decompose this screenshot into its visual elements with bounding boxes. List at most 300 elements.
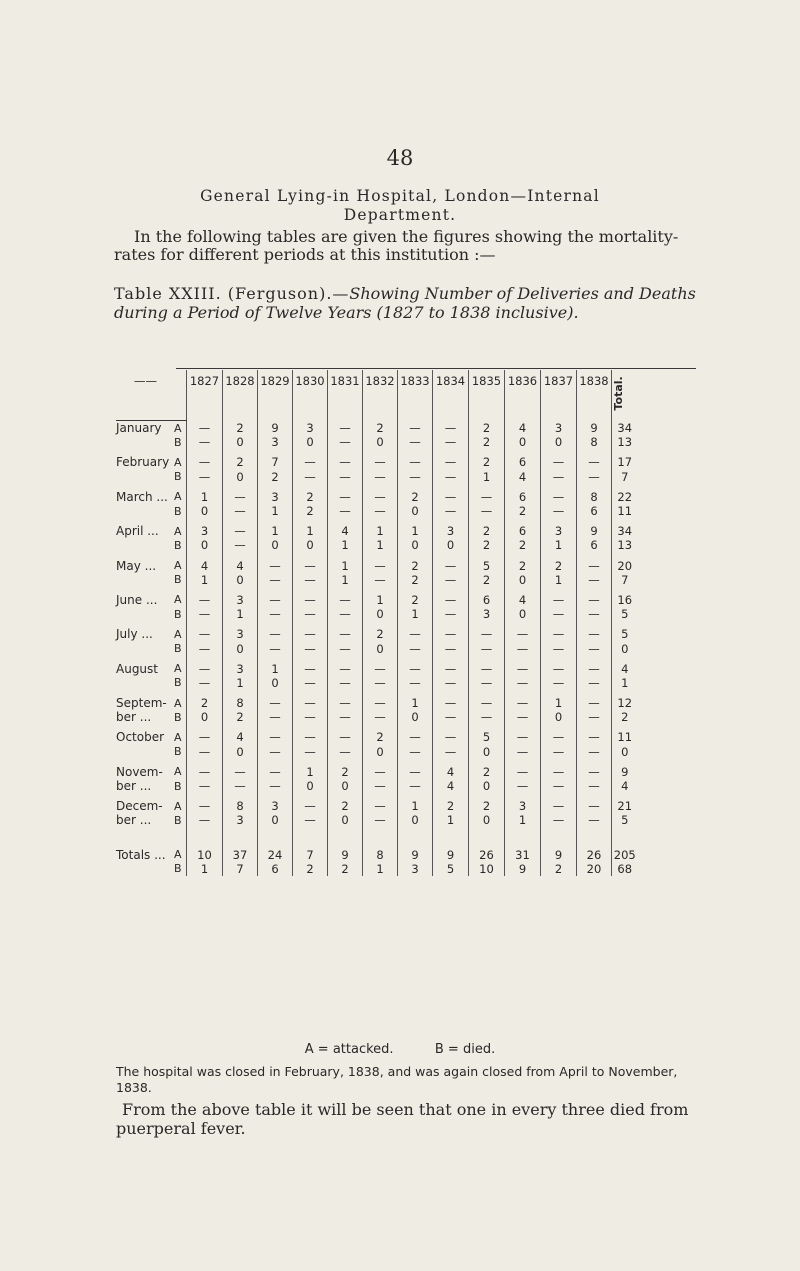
value-cell: 0	[293, 435, 328, 455]
month-label: May ...	[116, 558, 157, 573]
value-cell: 0	[469, 745, 505, 765]
value-cell: 3	[223, 813, 258, 833]
value-cell: 1	[541, 538, 577, 558]
total-cell: 13	[612, 435, 638, 455]
value-cell: 2	[398, 573, 433, 593]
table-header	[116, 370, 638, 421]
value-cell: 4	[505, 470, 541, 490]
value-cell: —	[363, 799, 398, 813]
value-cell: 5	[469, 559, 505, 573]
value-cell: 0	[398, 504, 433, 524]
value-cell: 0	[398, 813, 433, 833]
total-cell: 11	[612, 504, 638, 524]
total-cell: 21	[612, 799, 638, 813]
value-cell: 2	[433, 799, 469, 813]
value-cell: 2	[469, 435, 505, 455]
total-cell: 4	[612, 779, 638, 799]
value-cell: —	[505, 676, 541, 696]
month-label	[116, 470, 174, 490]
value-cell: 1	[541, 696, 577, 710]
value-cell: —	[293, 593, 328, 607]
value-cell: —	[433, 435, 469, 455]
value-cell: —	[577, 676, 612, 696]
value-cell: 2	[469, 538, 505, 558]
value-cell: 2	[363, 730, 398, 744]
value-cell: —	[541, 593, 577, 607]
closure-note: The hospital was closed in February, 1838, and was again closed from April to November, 1838.	[116, 1064, 678, 1095]
value-cell: —	[577, 641, 612, 661]
value-cell: —	[293, 696, 328, 710]
value-cell: —	[433, 573, 469, 593]
value-cell: 0	[293, 779, 328, 799]
value-cell: —	[577, 799, 612, 813]
value-cell: 0	[223, 573, 258, 593]
value-cell: —	[328, 421, 363, 436]
totals-row	[116, 848, 638, 862]
value-cell: —	[577, 607, 612, 627]
value-cell: —	[328, 745, 363, 765]
value-cell: 7	[293, 848, 328, 862]
year-header: 1833	[398, 370, 433, 421]
value-cell: 0	[328, 813, 363, 833]
value-cell: 1	[328, 538, 363, 558]
value-cell: —	[541, 455, 577, 469]
total-cell: 7	[612, 470, 638, 490]
value-cell: 2	[187, 696, 223, 710]
total-cell: 5	[612, 627, 638, 641]
value-cell: —	[258, 710, 293, 730]
value-cell: —	[293, 627, 328, 641]
value-cell: 2	[363, 627, 398, 641]
value-cell: 9	[505, 862, 541, 876]
value-cell: 9	[433, 848, 469, 862]
total-cell: 17	[612, 455, 638, 469]
value-cell: 1	[398, 607, 433, 627]
value-cell: —	[398, 455, 433, 469]
value-cell: 2	[541, 862, 577, 876]
value-cell: 3	[505, 799, 541, 813]
value-cell: —	[505, 745, 541, 765]
month-label: January	[116, 421, 162, 436]
conclusion-paragraph: From the above table it will be seen that one in every three died from puerperal fever.	[116, 1100, 689, 1138]
value-cell: —	[577, 573, 612, 593]
value-cell: 2	[469, 524, 505, 538]
value-cell: 1	[187, 573, 223, 593]
value-cell: 8	[223, 696, 258, 710]
value-cell: 2	[223, 421, 258, 436]
value-cell: 6	[505, 524, 541, 538]
value-cell: —	[223, 538, 258, 558]
row-type-label: B	[174, 745, 182, 759]
table-row	[116, 676, 638, 696]
value-cell: 3	[258, 435, 293, 455]
value-cell: 9	[328, 848, 363, 862]
value-cell: 0	[541, 435, 577, 455]
month-label: Novem-	[116, 764, 163, 779]
value-cell: 4	[433, 779, 469, 799]
value-cell: —	[187, 662, 223, 676]
total-cell: 11	[612, 730, 638, 744]
table-row	[116, 593, 638, 607]
value-cell: —	[433, 641, 469, 661]
row-type-label: B	[174, 862, 182, 876]
table-row	[116, 765, 638, 779]
row-type-label: A	[174, 799, 182, 813]
value-cell: 0	[223, 435, 258, 455]
value-cell: —	[293, 730, 328, 744]
value-cell: 2	[505, 559, 541, 573]
value-cell: 6	[469, 593, 505, 607]
value-cell: —	[293, 607, 328, 627]
value-cell: —	[398, 627, 433, 641]
row-type-label: B	[174, 607, 182, 621]
value-cell: 2	[363, 421, 398, 436]
value-cell: —	[223, 524, 258, 538]
value-cell: —	[363, 490, 398, 504]
value-cell: —	[469, 490, 505, 504]
month-label	[116, 504, 174, 524]
value-cell: —	[363, 813, 398, 833]
value-cell: 2	[541, 559, 577, 573]
table-row	[116, 435, 638, 455]
value-cell: —	[293, 813, 328, 833]
value-cell: —	[541, 813, 577, 833]
value-cell: —	[258, 765, 293, 779]
row-type-label: B	[174, 642, 182, 656]
value-cell: —	[258, 641, 293, 661]
value-cell: 4	[187, 559, 223, 573]
value-cell: —	[398, 470, 433, 490]
value-cell: 8	[223, 799, 258, 813]
total-cell: 7	[612, 573, 638, 593]
table-caption-description: Showing Number of Deliveries and Deaths during a Period of Twelve Years (1827 to 1838 inclusive).	[114, 284, 696, 322]
month-label: ber ...	[116, 813, 152, 828]
value-cell: —	[328, 593, 363, 607]
value-cell: —	[541, 490, 577, 504]
value-cell: 0	[223, 745, 258, 765]
month-label	[116, 435, 174, 455]
total-cell: 68	[612, 862, 638, 876]
value-cell: —	[433, 730, 469, 744]
value-cell: 1	[363, 524, 398, 538]
value-cell: —	[363, 696, 398, 710]
value-cell: 0	[187, 504, 223, 524]
value-cell: —	[469, 696, 505, 710]
value-cell: 2	[505, 538, 541, 558]
month-label	[116, 538, 174, 558]
value-cell: —	[433, 593, 469, 607]
value-cell: 0	[363, 641, 398, 661]
value-cell: —	[223, 779, 258, 799]
value-cell: 3	[469, 607, 505, 627]
total-cell: 34	[612, 524, 638, 538]
value-cell: —	[187, 421, 223, 436]
value-cell: —	[187, 730, 223, 744]
value-cell: 1	[363, 538, 398, 558]
year-header: 1828	[223, 370, 258, 421]
total-cell: 12	[612, 696, 638, 710]
value-cell: 4	[505, 593, 541, 607]
year-header: 1834	[433, 370, 469, 421]
value-cell: 4	[328, 524, 363, 538]
value-cell: 3	[541, 421, 577, 436]
value-cell: —	[187, 435, 223, 455]
value-cell: 0	[505, 573, 541, 593]
value-cell: —	[541, 641, 577, 661]
value-cell: —	[258, 696, 293, 710]
value-cell: —	[398, 745, 433, 765]
value-cell: —	[258, 779, 293, 799]
value-cell: —	[293, 641, 328, 661]
table-row	[116, 524, 638, 538]
value-cell: —	[187, 455, 223, 469]
value-cell: 0	[187, 538, 223, 558]
value-cell: —	[505, 696, 541, 710]
header-row	[116, 370, 638, 421]
row-type-label: B	[174, 435, 182, 449]
value-cell: 8	[577, 490, 612, 504]
value-cell: 6	[577, 538, 612, 558]
header-corner: ——	[116, 370, 187, 421]
value-cell: 3	[433, 524, 469, 538]
value-cell: 3	[223, 662, 258, 676]
value-cell: —	[328, 662, 363, 676]
value-cell: —	[223, 504, 258, 524]
row-type-label: B	[174, 470, 182, 484]
value-cell: —	[577, 559, 612, 573]
value-cell: —	[258, 559, 293, 573]
value-cell: 1	[223, 607, 258, 627]
value-cell: —	[433, 627, 469, 641]
total-cell: 22	[612, 490, 638, 504]
value-cell: —	[541, 504, 577, 524]
value-cell: —	[258, 607, 293, 627]
value-cell: 0	[363, 607, 398, 627]
value-cell: 1	[187, 862, 223, 876]
table-row	[116, 573, 638, 593]
value-cell: —	[187, 470, 223, 490]
value-cell: 0	[398, 538, 433, 558]
value-cell: —	[577, 813, 612, 833]
value-cell: 0	[223, 470, 258, 490]
value-cell: 2	[293, 504, 328, 524]
table-row	[116, 627, 638, 641]
value-cell: —	[469, 676, 505, 696]
total-cell: 1	[612, 676, 638, 696]
value-cell: —	[577, 662, 612, 676]
value-cell: 4	[223, 730, 258, 744]
year-header: 1827	[187, 370, 223, 421]
value-cell: —	[505, 779, 541, 799]
value-cell: 3	[258, 490, 293, 504]
table-legend: A = attacked. B = died.	[304, 1042, 496, 1057]
value-cell: —	[398, 641, 433, 661]
value-cell: 1	[258, 662, 293, 676]
value-cell: 4	[223, 559, 258, 573]
value-cell: —	[505, 765, 541, 779]
value-cell: —	[577, 627, 612, 641]
value-cell: 8	[363, 848, 398, 862]
value-cell: —	[577, 455, 612, 469]
document-subtitle: Department.	[343, 206, 457, 224]
value-cell: 9	[577, 524, 612, 538]
value-cell: 3	[223, 593, 258, 607]
value-cell: 3	[187, 524, 223, 538]
value-cell: —	[363, 779, 398, 799]
month-label: February	[116, 455, 170, 470]
total-cell: 5	[612, 813, 638, 833]
value-cell: —	[541, 607, 577, 627]
row-type-label: A	[174, 593, 182, 607]
value-cell: —	[577, 593, 612, 607]
value-cell: —	[363, 504, 398, 524]
value-cell: —	[505, 730, 541, 744]
table-row	[116, 421, 638, 436]
value-cell: —	[187, 799, 223, 813]
total-cell: 34	[612, 421, 638, 436]
table-row	[116, 538, 638, 558]
month-label	[116, 607, 174, 627]
value-cell: —	[577, 696, 612, 710]
value-cell: 1	[398, 799, 433, 813]
table-row	[116, 559, 638, 573]
table-row	[116, 455, 638, 469]
value-cell: 0	[363, 745, 398, 765]
value-cell: —	[293, 676, 328, 696]
value-cell: —	[258, 730, 293, 744]
value-cell: —	[469, 627, 505, 641]
value-cell: 1	[258, 504, 293, 524]
value-cell: 0	[505, 607, 541, 627]
month-label: April ...	[116, 524, 159, 539]
value-cell: 8	[577, 435, 612, 455]
value-cell: 9	[577, 421, 612, 436]
total-cell: 5	[612, 607, 638, 627]
value-cell: 0	[433, 538, 469, 558]
value-cell: 1	[293, 524, 328, 538]
totals-row	[116, 862, 638, 876]
value-cell: 6	[258, 862, 293, 876]
value-cell: 3	[223, 627, 258, 641]
year-header: 1830	[293, 370, 328, 421]
row-type-label: B	[174, 710, 182, 724]
row-type-label: B	[174, 813, 182, 827]
row-type-label: A	[174, 730, 182, 744]
value-cell: 5	[469, 730, 505, 744]
value-cell: —	[433, 662, 469, 676]
value-cell: —	[398, 779, 433, 799]
value-cell: —	[541, 799, 577, 813]
row-type-label: A	[174, 662, 182, 676]
value-cell: 0	[258, 676, 293, 696]
row-type-label: B	[174, 573, 182, 587]
value-cell: 0	[293, 538, 328, 558]
value-cell: 6	[505, 455, 541, 469]
value-cell: —	[363, 710, 398, 730]
value-cell: 2	[293, 862, 328, 876]
row-type-label: A	[174, 524, 182, 538]
value-cell: —	[505, 627, 541, 641]
value-cell: 0	[223, 641, 258, 661]
year-header: 1832	[363, 370, 398, 421]
value-cell: —	[469, 504, 505, 524]
month-label: Decem-	[116, 799, 163, 814]
value-cell: 3	[541, 524, 577, 538]
year-header: 1838	[577, 370, 612, 421]
value-cell: —	[223, 765, 258, 779]
value-cell: —	[187, 745, 223, 765]
value-cell: —	[577, 779, 612, 799]
table-row	[116, 490, 638, 504]
value-cell: —	[363, 559, 398, 573]
deliveries-deaths-table	[116, 370, 638, 876]
value-cell: 0	[469, 813, 505, 833]
month-label	[116, 862, 174, 876]
month-label: ber ...	[116, 710, 152, 725]
table-row	[116, 745, 638, 765]
value-cell: —	[541, 730, 577, 744]
month-label: August	[116, 661, 158, 676]
value-cell: —	[293, 662, 328, 676]
value-cell: —	[541, 765, 577, 779]
value-cell: 2	[469, 573, 505, 593]
value-cell: 1	[258, 524, 293, 538]
value-cell: —	[187, 593, 223, 607]
value-cell: —	[433, 490, 469, 504]
value-cell: —	[187, 676, 223, 696]
month-label: June ...	[116, 592, 158, 607]
value-cell: —	[328, 730, 363, 744]
value-cell: 0	[258, 813, 293, 833]
value-cell: 2	[469, 765, 505, 779]
value-cell: —	[293, 470, 328, 490]
month-label: July ...	[116, 627, 153, 642]
value-cell: 2	[328, 862, 363, 876]
value-cell: —	[328, 607, 363, 627]
value-cell: —	[363, 470, 398, 490]
year-header: 1837	[541, 370, 577, 421]
page-number: 48	[386, 146, 414, 170]
table-top-rule	[176, 368, 696, 369]
value-cell: 1	[328, 559, 363, 573]
value-cell: 26	[577, 848, 612, 862]
row-type-label: A	[174, 765, 182, 779]
value-cell: 1	[363, 862, 398, 876]
value-cell: —	[187, 765, 223, 779]
year-header: 1831	[328, 370, 363, 421]
value-cell: —	[328, 641, 363, 661]
table-row	[116, 641, 638, 661]
value-cell: —	[363, 765, 398, 779]
value-cell: —	[433, 559, 469, 573]
month-label	[116, 745, 174, 765]
value-cell: —	[223, 490, 258, 504]
row-type-label: A	[174, 848, 182, 862]
value-cell: —	[433, 455, 469, 469]
value-cell: —	[293, 455, 328, 469]
month-label	[116, 641, 174, 661]
value-cell: —	[328, 470, 363, 490]
value-cell: —	[187, 627, 223, 641]
value-cell: 9	[258, 421, 293, 436]
year-header: 1835	[469, 370, 505, 421]
value-cell: 2	[469, 421, 505, 436]
value-cell: —	[469, 662, 505, 676]
value-cell: —	[187, 641, 223, 661]
value-cell: 2	[293, 490, 328, 504]
total-cell: 20	[612, 559, 638, 573]
value-cell: —	[505, 641, 541, 661]
